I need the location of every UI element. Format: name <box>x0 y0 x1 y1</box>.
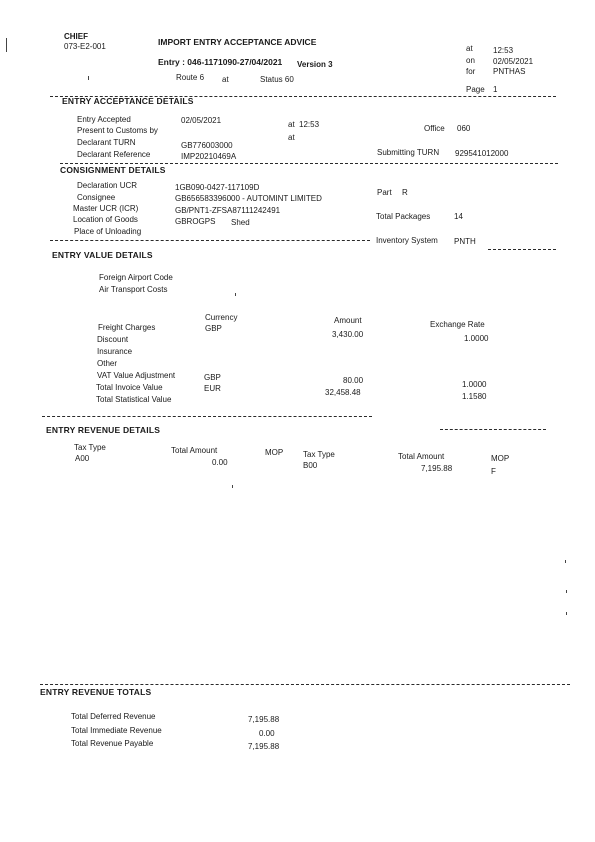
entry-number: Entry : 046-1171090-27/04/2021 <box>158 57 283 67</box>
tax-type-column-header: Tax Type <box>303 450 335 459</box>
total-revenue-payable-value: 7,195.88 <box>248 742 280 751</box>
value-row-amount: 32,458.48 <box>325 388 361 397</box>
meta-user: PNTHAS <box>493 67 526 76</box>
total-deferred-revenue-value: 7,195.88 <box>248 715 280 724</box>
master-ucr-value: GB/PNT1-ZFSA87111242491 <box>175 206 281 215</box>
declaration-ucr-label: Declaration UCR <box>77 181 138 190</box>
entry-accepted-date: 02/05/2021 <box>181 116 222 125</box>
route-label: Route 6 <box>176 73 205 82</box>
divider <box>488 249 556 250</box>
currency-column-header: Currency <box>205 313 238 322</box>
meta-date: 02/05/2021 <box>493 57 534 66</box>
office-label: Office <box>424 124 445 133</box>
divider <box>440 429 546 430</box>
foreign-airport-code-label: Foreign Airport Code <box>99 273 173 282</box>
place-of-unloading-label: Place of Unloading <box>74 227 142 236</box>
meta-at-label: at <box>466 44 473 53</box>
revenue-tax-type: A00 <box>75 454 90 463</box>
status-label: Status 60 <box>260 75 294 84</box>
value-row-rate: 1.1580 <box>462 392 487 401</box>
value-row-rate: 1.0000 <box>462 380 487 389</box>
location-of-goods-label: Location of Goods <box>73 215 138 224</box>
value-row-label: Total Invoice Value <box>96 383 163 392</box>
page-title: IMPORT ENTRY ACCEPTANCE ADVICE <box>158 37 317 47</box>
value-row-label: Total Statistical Value <box>96 395 172 404</box>
divider <box>50 240 370 241</box>
section-heading-consignment: CONSIGNMENT DETAILS <box>60 165 166 175</box>
section-heading-totals: ENTRY REVENUE TOTALS <box>40 687 152 697</box>
value-row-amount: 80.00 <box>343 376 364 385</box>
present-at-label: at <box>288 133 295 142</box>
section-heading-value: ENTRY VALUE DETAILS <box>52 250 153 260</box>
meta-for-label: for <box>466 67 476 76</box>
declarant-turn-label: Declarant TURN <box>77 138 136 147</box>
declarant-reference-value: IMP20210469A <box>181 152 237 161</box>
value-row-label: Discount <box>97 335 129 344</box>
part-label: Part <box>377 188 392 197</box>
divider <box>60 163 558 164</box>
total-immediate-revenue-value: 0.00 <box>259 729 275 738</box>
declarant-turn-value: GB776003000 <box>181 141 233 150</box>
declarant-reference-label: Declarant Reference <box>77 150 151 159</box>
consignee-label: Consignee <box>77 193 116 202</box>
location-of-goods-value: GBROGPS <box>175 217 216 226</box>
page-number: 1 <box>493 85 498 94</box>
total-packages-value: 14 <box>454 212 463 221</box>
meta-time: 12:53 <box>493 46 514 55</box>
value-row-label: VAT Value Adjustment <box>97 371 176 380</box>
accepted-at-time: 12:53 <box>299 120 320 129</box>
total-amount-column-header: Total Amount <box>171 446 218 455</box>
amount-column-header: Amount <box>334 316 362 325</box>
version-label: Version 3 <box>297 60 333 69</box>
revenue-amount: 7,195.88 <box>421 464 453 473</box>
air-transport-costs-label: Air Transport Costs <box>99 285 168 294</box>
value-row-currency: EUR <box>204 384 221 393</box>
document-reference: 073-E2-001 <box>64 42 106 51</box>
value-row-amount: 3,430.00 <box>332 330 364 339</box>
total-deferred-revenue-label: Total Deferred Revenue <box>71 712 156 721</box>
value-row-label: Other <box>97 359 118 368</box>
exchange-rate-column-header: Exchange Rate <box>430 320 485 329</box>
total-immediate-revenue-label: Total Immediate Revenue <box>71 726 162 735</box>
page-label: Page <box>466 85 485 94</box>
value-row-currency: GBP <box>204 373 221 382</box>
shed-label: Shed <box>231 218 250 227</box>
meta-on-label: on <box>466 56 475 65</box>
inventory-system-label: Inventory System <box>376 236 438 245</box>
total-amount-column-header: Total Amount <box>398 452 445 461</box>
office-value: 060 <box>457 124 471 133</box>
entry-accepted-label: Entry Accepted <box>77 115 131 124</box>
route-at-label: at <box>222 75 229 84</box>
value-row-currency: GBP <box>205 324 222 333</box>
submitting-turn-value: 929541012000 <box>455 149 509 158</box>
section-heading-acceptance: ENTRY ACCEPTANCE DETAILS <box>62 96 194 106</box>
inventory-system-value: PNTH <box>454 237 476 246</box>
divider <box>40 684 570 685</box>
value-row-label: Freight Charges <box>98 323 156 332</box>
tax-type-column-header: Tax Type <box>74 443 106 452</box>
total-packages-label: Total Packages <box>376 212 431 221</box>
revenue-tax-type: B00 <box>303 461 318 470</box>
section-heading-revenue: ENTRY REVENUE DETAILS <box>46 425 161 435</box>
part-value: R <box>402 188 408 197</box>
divider <box>42 416 372 417</box>
submitting-turn-label: Submitting TURN <box>377 148 440 157</box>
value-row-rate: 1.0000 <box>464 334 489 343</box>
accepted-at-label: at <box>288 120 295 129</box>
chief-label: CHIEF <box>64 32 88 41</box>
master-ucr-label: Master UCR (ICR) <box>73 204 139 213</box>
revenue-mop: F <box>491 467 496 476</box>
consignee-value: GB656583396000 - AUTOMINT LIMITED <box>175 194 322 203</box>
mop-column-header: MOP <box>491 454 510 463</box>
total-revenue-payable-label: Total Revenue Payable <box>71 739 154 748</box>
declaration-ucr-value: 1GB090-0427-117109D <box>175 183 260 192</box>
present-to-customs-label: Present to Customs by <box>77 126 158 135</box>
value-row-label: Insurance <box>97 347 133 356</box>
mop-column-header: MOP <box>265 448 284 457</box>
revenue-amount: 0.00 <box>212 458 228 467</box>
